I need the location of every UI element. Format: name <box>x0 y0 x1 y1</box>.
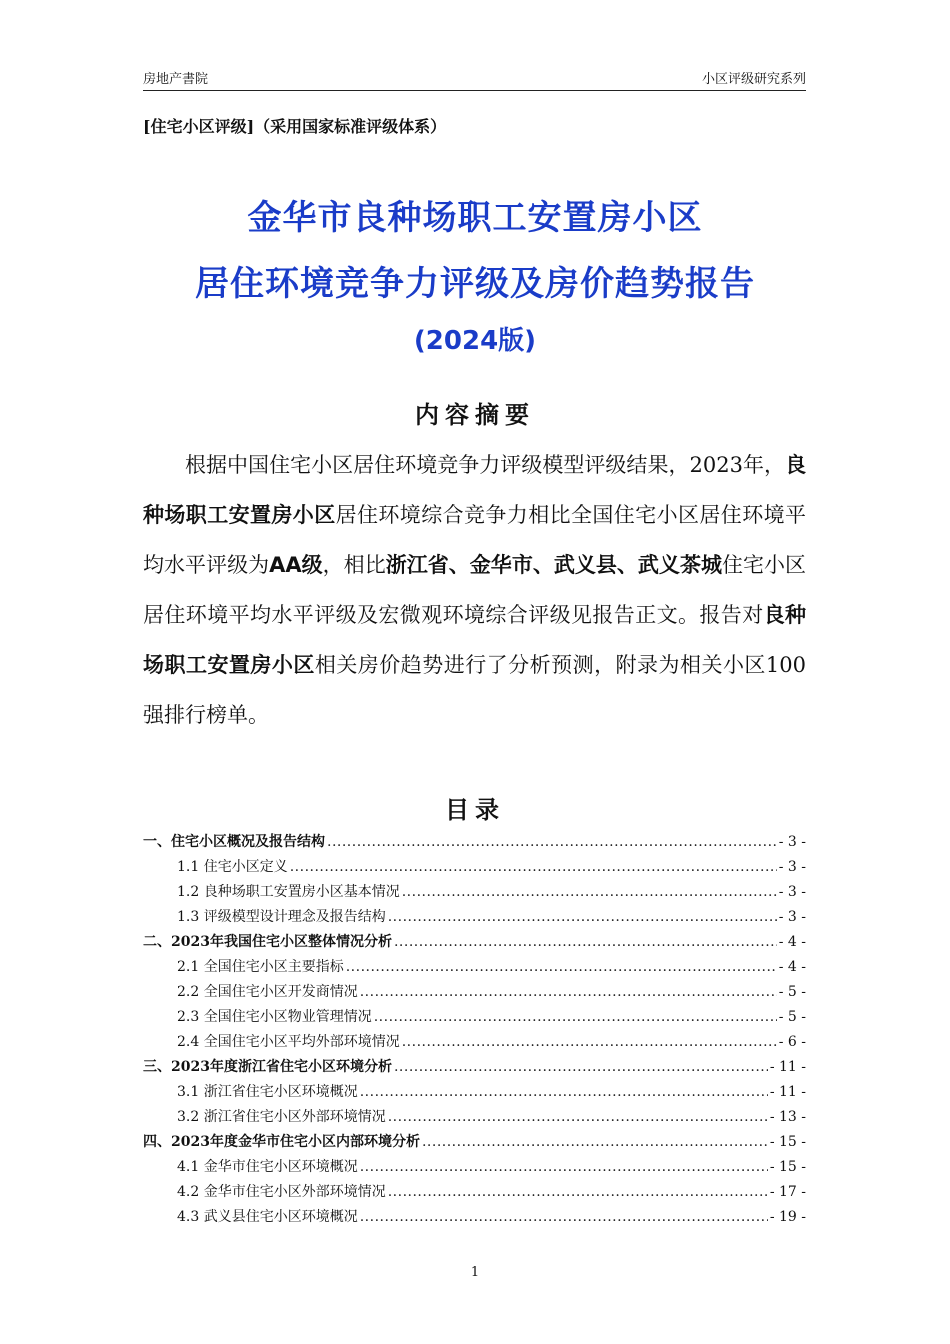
toc-entry-label: 3.2 浙江省住宅小区外部环境情况 <box>177 1109 386 1125</box>
table-of-contents <box>143 831 806 1231</box>
toc-leader-dots <box>388 1184 768 1200</box>
toc-entry[interactable] <box>143 1206 806 1231</box>
toc-entry-label: 2.1 全国住宅小区主要指标 <box>177 959 344 975</box>
toc-entry[interactable] <box>143 1181 806 1206</box>
toc-entry-page: - 3 - <box>778 884 806 900</box>
toc-entry-label: 1.3 评级模型设计理念及报告结构 <box>177 909 386 925</box>
toc-entry[interactable] <box>143 931 806 956</box>
page-number: 1 <box>470 1265 480 1280</box>
toc-leader-dots <box>402 1034 777 1050</box>
toc-entry-label: 2.2 全国住宅小区开发商情况 <box>177 984 358 1000</box>
toc-entry[interactable] <box>143 831 806 856</box>
title-line-2: 居住环境竞争力评级及房价趋势报告 <box>195 264 755 304</box>
abstract-text: 根据中国住宅小区居住环境竞争力评级模型评级结果，2023年， <box>185 453 785 477</box>
toc-leader-dots <box>374 1009 777 1025</box>
toc-entry-page: - 19 - <box>769 1209 806 1225</box>
toc-entry-label: 1.2 良种场职工安置房小区基本情况 <box>177 884 400 900</box>
toc-entry[interactable] <box>143 1106 806 1131</box>
toc-entry-page: - 11 - <box>769 1084 806 1100</box>
abstract-text: ，相比 <box>322 553 386 577</box>
toc-entry[interactable] <box>143 1156 806 1181</box>
toc-entry[interactable] <box>143 881 806 906</box>
toc-leader-dots <box>360 1209 768 1225</box>
abstract-text: 居住环境综合竞争力相比全国住宅小区居住环境平均水平评级为 <box>143 503 807 577</box>
toc-entry-label: 一、住宅小区概况及报告结构 <box>143 834 325 850</box>
toc-entry-page: - 15 - <box>769 1134 806 1150</box>
abstract-emphasis: 浙江省、金华市、武义县、武义茶城 <box>385 553 722 577</box>
toc-entry[interactable] <box>143 856 806 881</box>
toc-entry-label: 4.2 金华市住宅小区外部环境情况 <box>177 1184 386 1200</box>
toc-leader-dots <box>394 1059 768 1075</box>
toc-entry-page: - 13 - <box>769 1109 806 1125</box>
toc-entry[interactable] <box>143 1006 806 1031</box>
toc-leader-dots <box>422 1134 768 1150</box>
toc-entry-page: - 17 - <box>769 1184 806 1200</box>
page-header <box>143 66 806 91</box>
toc-leader-dots <box>402 884 777 900</box>
header-left: 房地产書院 <box>143 72 209 87</box>
toc-entry-page: - 15 - <box>769 1159 806 1175</box>
toc-entry[interactable] <box>143 906 806 931</box>
toc-entry-label: 二、2023年我国住宅小区整体情况分析 <box>143 934 392 950</box>
toc-leader-dots <box>360 1084 768 1100</box>
toc-leader-dots <box>290 859 777 875</box>
toc-leader-dots <box>388 909 777 925</box>
toc-entry-label: 1.1 住宅小区定义 <box>177 859 288 875</box>
title-line-1: 金华市良种场职工安置房小区 <box>247 198 703 238</box>
abstract-emphasis: 良种场职工安置房小区 <box>143 453 806 527</box>
toc-leader-dots <box>327 834 777 850</box>
toc-entry-page: - 5 - <box>778 984 806 1000</box>
toc-entry-label: 3.1 浙江省住宅小区环境概况 <box>177 1084 358 1100</box>
toc-entry[interactable] <box>143 1056 806 1081</box>
title-edition: (2024版) <box>413 326 537 356</box>
abstract-emphasis: AA级 <box>269 553 323 577</box>
toc-entry[interactable] <box>143 1031 806 1056</box>
toc-leader-dots <box>388 1109 768 1125</box>
toc-entry-label: 四、2023年度金华市住宅小区内部环境分析 <box>143 1134 420 1150</box>
toc-entry-page: - 4 - <box>778 959 806 975</box>
toc-leader-dots <box>360 984 777 1000</box>
abstract-heading: 内容摘要 <box>415 401 535 429</box>
toc-entry-page: - 3 - <box>778 909 806 925</box>
abstract-text: 住宅小区居住环境平均水平评级及宏微观环境综合评级见报告正文。报告对 <box>143 553 807 627</box>
toc-entry-label: 2.3 全国住宅小区物业管理情况 <box>177 1009 372 1025</box>
toc-entry-label: 4.3 武义县住宅小区环境概况 <box>177 1209 358 1225</box>
toc-entry-page: - 5 - <box>778 1009 806 1025</box>
toc-entry-page: - 4 - <box>778 934 806 950</box>
toc-entry-page: - 3 - <box>778 859 806 875</box>
toc-heading: 目录 <box>445 796 505 824</box>
toc-entry[interactable] <box>143 1081 806 1106</box>
toc-entry-page: - 3 - <box>778 834 806 850</box>
abstract-text: 相关房价趋势进行了分析预测，附录为相关小区100强排行榜单。 <box>143 653 806 727</box>
toc-entry[interactable] <box>143 1131 806 1156</box>
abstract-paragraph <box>143 440 806 740</box>
toc-leader-dots <box>360 1159 768 1175</box>
header-right: 小区评级研究系列 <box>701 72 806 87</box>
toc-entry-page: - 6 - <box>778 1034 806 1050</box>
abstract-emphasis: 良种场职工安置房小区 <box>143 603 807 677</box>
toc-leader-dots <box>394 934 777 950</box>
toc-entry-label: 2.4 全国住宅小区平均外部环境情况 <box>177 1034 400 1050</box>
toc-entry-label: 三、2023年度浙江省住宅小区环境分析 <box>143 1059 392 1075</box>
toc-entry-page: - 11 - <box>769 1059 806 1075</box>
toc-entry[interactable] <box>143 981 806 1006</box>
category-tag: [住宅小区评级]（采用国家标准评级体系） <box>143 117 447 136</box>
toc-leader-dots <box>346 959 777 975</box>
toc-entry[interactable] <box>143 956 806 981</box>
toc-entry-label: 4.1 金华市住宅小区环境概况 <box>177 1159 358 1175</box>
